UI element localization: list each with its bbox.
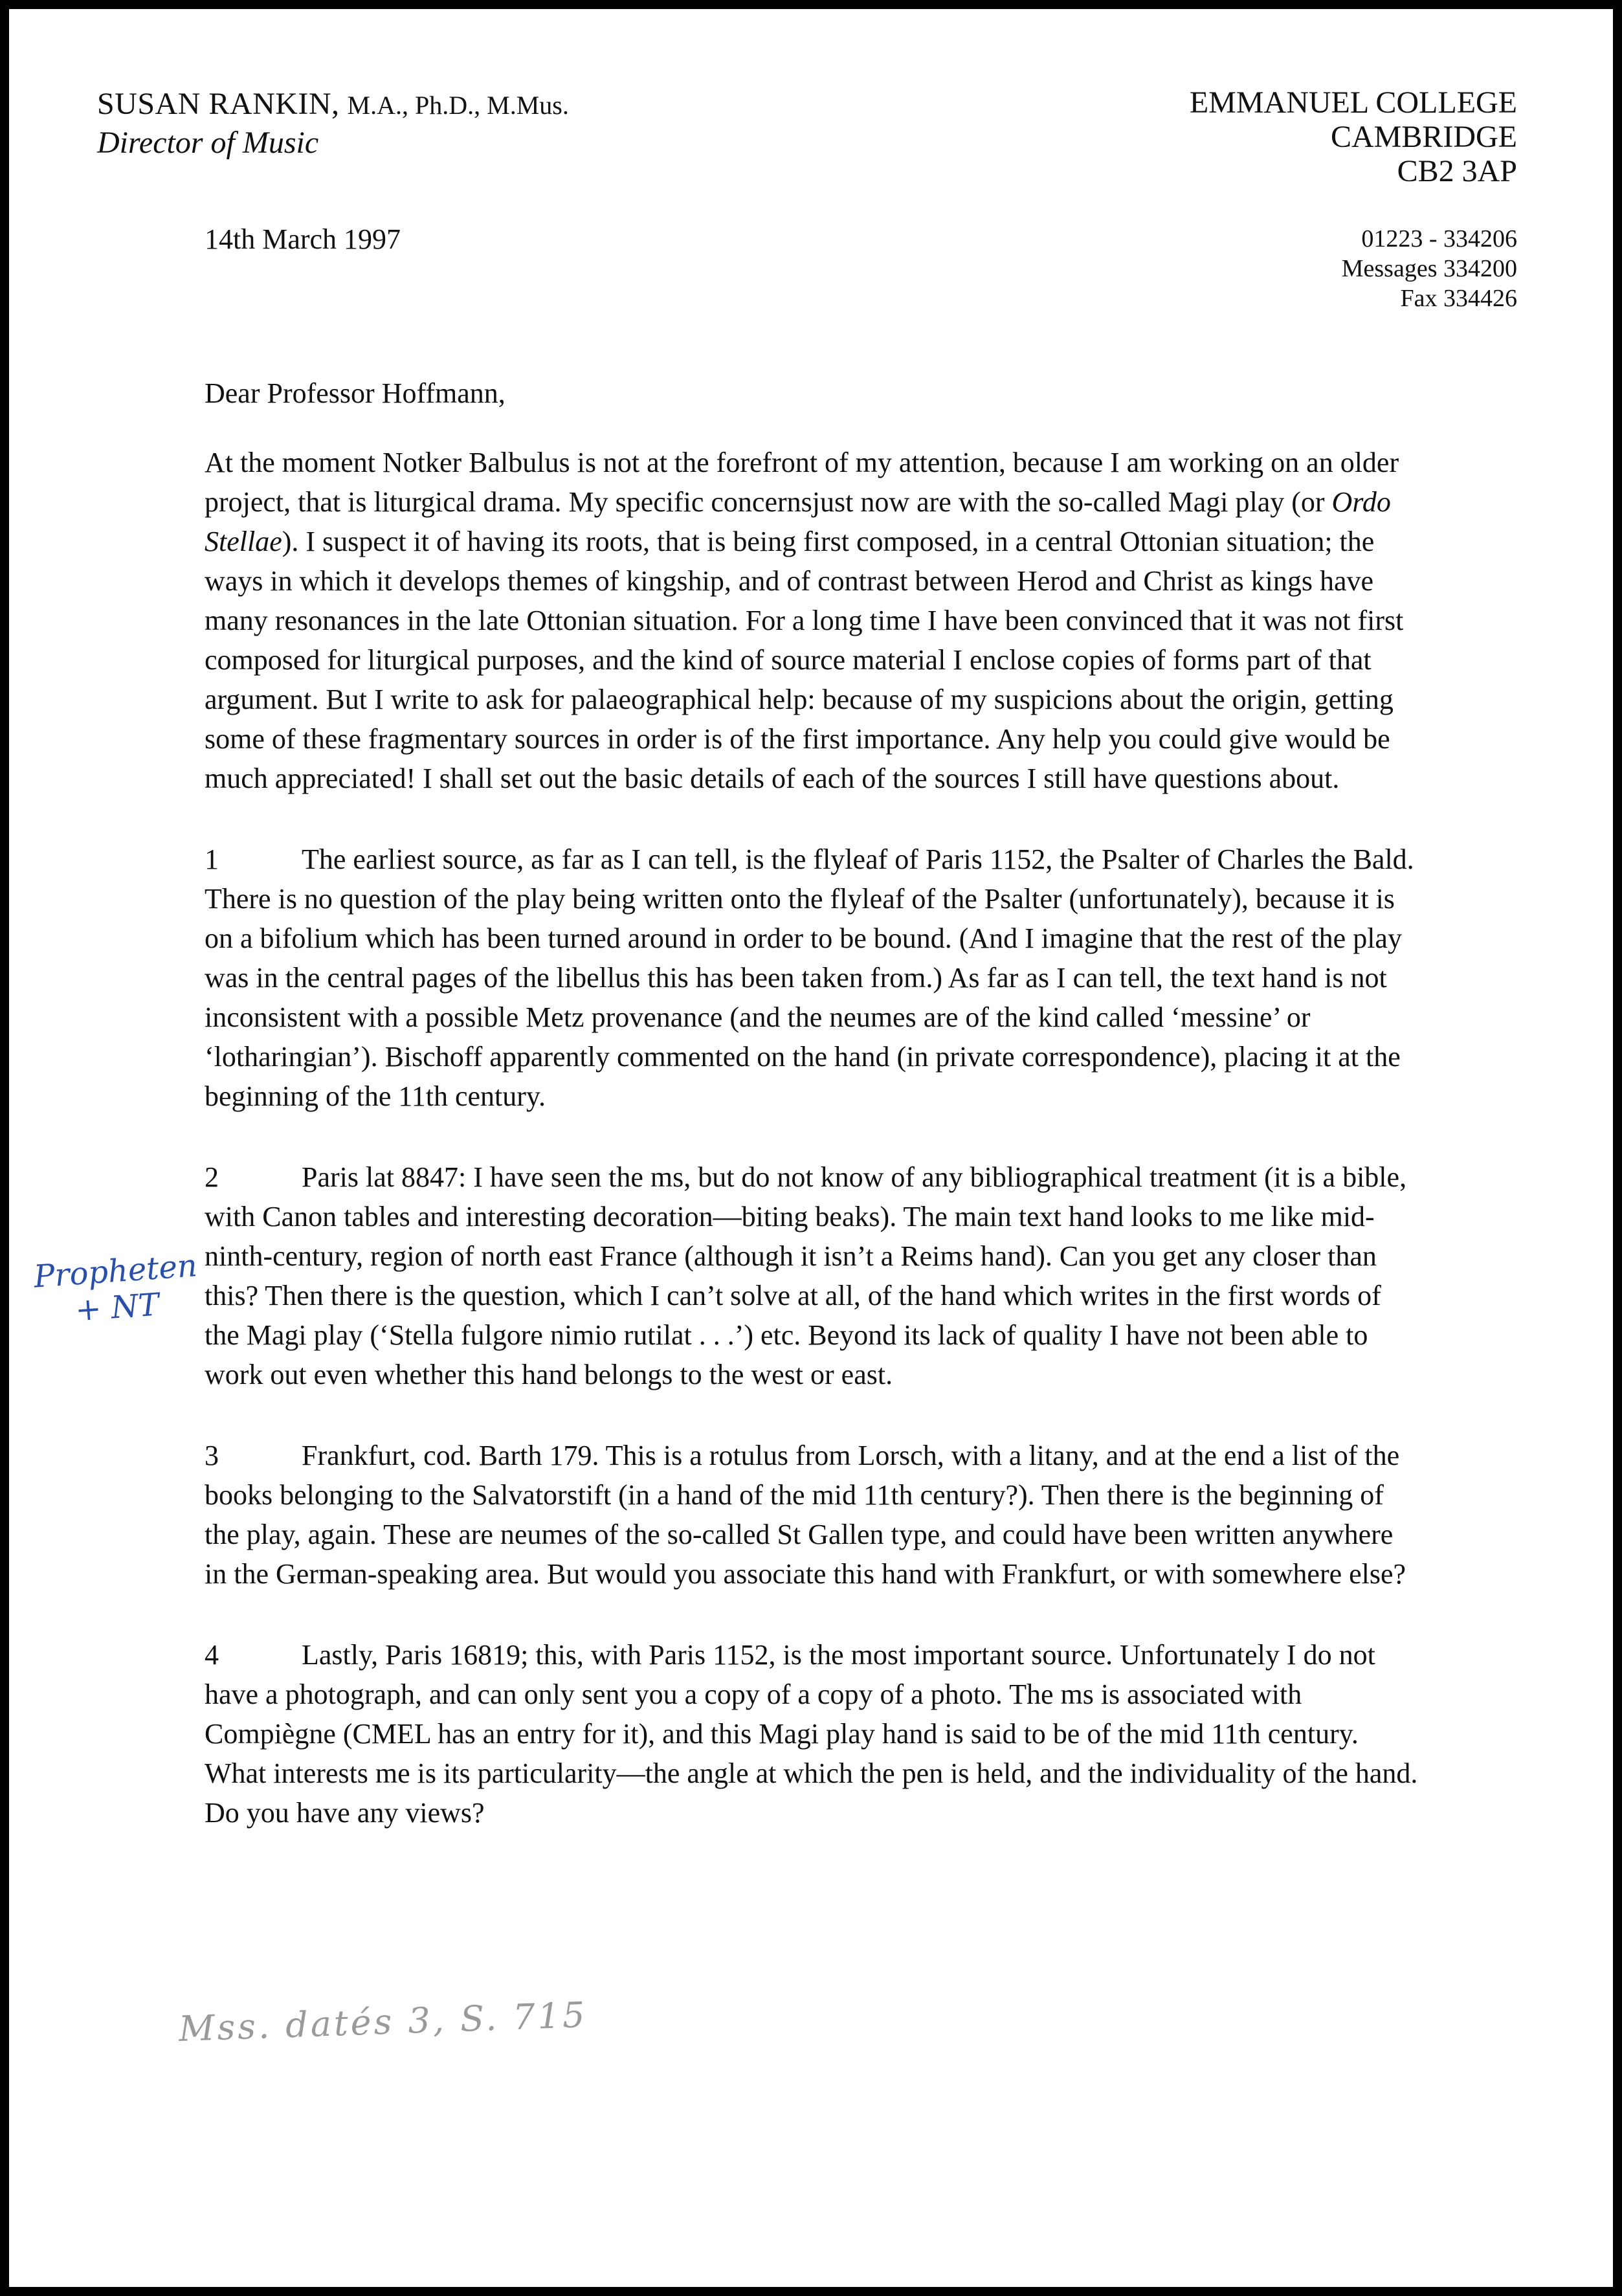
- intro-italic-title: Ordo Stellae: [205, 486, 1391, 557]
- intro-text-1: At the moment Notker Balbulus is not at the forefront of my attention, because I am working on an older project, that is liturgical drama. My specific concernsjust now are with the so-called Magi play (or: [205, 447, 1399, 518]
- college-address: [935, 85, 1517, 188]
- source-text: Lastly, Paris 16819; this, with Paris 1152, is the most important source. Unfortunately I do not have a photograph, and can only sent you a copy of a copy of a photo. The ms is associated with Compiègne (CMEL has an entry for it), and this Magi play hand is said to be of the mid 11th century. What interests me is its particularity—the angle at which the pen is held, and the individuality of the hand. Do you have any views?: [205, 1639, 1418, 1829]
- messages-number: Messages 334200: [1341, 255, 1517, 282]
- source-number: 4: [205, 1639, 219, 1671]
- source-text: Frankfurt, cod. Barth 179. This is a rotulus from Lorsch, with a litany, and at the end a list of the books belonging to the Salvatorstift (in a hand of the mid 11th century?). Then there is the beginning of the play, again. These are neumes of the so-called St Gallen type, and could have been written anywhere in the German-speaking area. But would you associate this hand with Frankfurt, or with somewhere else?: [205, 1440, 1406, 1590]
- pencil-annotation: Mss. datés 3, S. 715: [178, 1994, 588, 2050]
- source-number: 1: [205, 843, 219, 875]
- college-postcode: CB2 3AP: [1397, 154, 1517, 188]
- source-number: 3: [205, 1440, 219, 1471]
- source-number: 2: [205, 1161, 219, 1193]
- source-text: The earliest source, as far as I can tell, is the flyleaf of Paris 1152, the Psalter of Charles the Bald. There is no question of the play being written onto the flyleaf of the Psalter (unfortunately), because it is on a bifolium which has been turned around in order to be bound. (And I imagine that the rest of the play was in the central pages of the libellus this has been taken from.) As far as I can tell, the text hand is not inconsistent with a possible Metz provenance (and the neumes are of the kind called ‘messine’ or ‘lotharingian’). Bischoff apparently commented on the hand (in private correspondence), placing it at the beginning of the 11th century.: [205, 843, 1414, 1112]
- margin-note-line-2: + NT: [74, 1286, 161, 1329]
- source-paragraph-3: [205, 1436, 1421, 1594]
- sender-block: [97, 85, 569, 162]
- source-paragraph-4: [205, 1635, 1421, 1833]
- letter-page: [9, 9, 1613, 2287]
- intro-paragraph: [205, 443, 1421, 798]
- college-city: CAMBRIDGE: [1330, 120, 1517, 154]
- phone-number: 01223 - 334206: [1361, 225, 1517, 252]
- source-paragraph-2: [205, 1157, 1421, 1394]
- college-name: EMMANUEL COLLEGE: [1189, 85, 1517, 120]
- letter-body: [205, 443, 1421, 1874]
- intro-text-2: ). I suspect it of having its roots, that is being first composed, in a central Ottonian situation; the ways in which it develops themes of kingship, and of contrast between Herod and Christ as kings have many resonances in the late Ottonian situation. For a long time I have been convinced that it was not first composed for liturgical purposes, and the kind of source material I enclose copies of forms part of that argument. But I write to ask for palaeographical help: because of my suspicions about the origin, getting some of these fragmentary sources in order is of the first importance. Any help you could give would be much appreciated! I shall set out the basic details of each of the sources I still have questions about.: [205, 526, 1404, 794]
- sender-name: SUSAN RANKIN,: [97, 87, 340, 121]
- handwritten-margin-note: [32, 1247, 199, 1331]
- contact-numbers: [1064, 224, 1517, 313]
- sender-degrees: M.A., Ph.D., M.Mus.: [347, 91, 569, 120]
- sender-role: Director of Music: [97, 126, 319, 160]
- fax-number: Fax 334426: [1400, 285, 1517, 312]
- source-text: Paris lat 8847: I have seen the ms, but do not know of any bibliographical treatment (it is a bible, with Canon tables and interesting decoration—biting beaks). The main text hand looks to me like mid-ninth-century, region of north east France (although it isn’t a Reims hand). Can you get any closer than this? Then there is the question, which I can’t solve at all, of the hand which writes in the first words of the Magi play (‘Stella fulgore nimio rutilat . . .’) etc. Beyond its lack of quality I have not been able to work out even whether this hand belongs to the west or east.: [205, 1161, 1407, 1390]
- margin-note-line-1: Propheten: [32, 1247, 199, 1295]
- letter-date: 14th March 1997: [205, 223, 401, 255]
- salutation: Dear Professor Hoffmann,: [205, 377, 505, 409]
- source-paragraph-1: [205, 840, 1421, 1116]
